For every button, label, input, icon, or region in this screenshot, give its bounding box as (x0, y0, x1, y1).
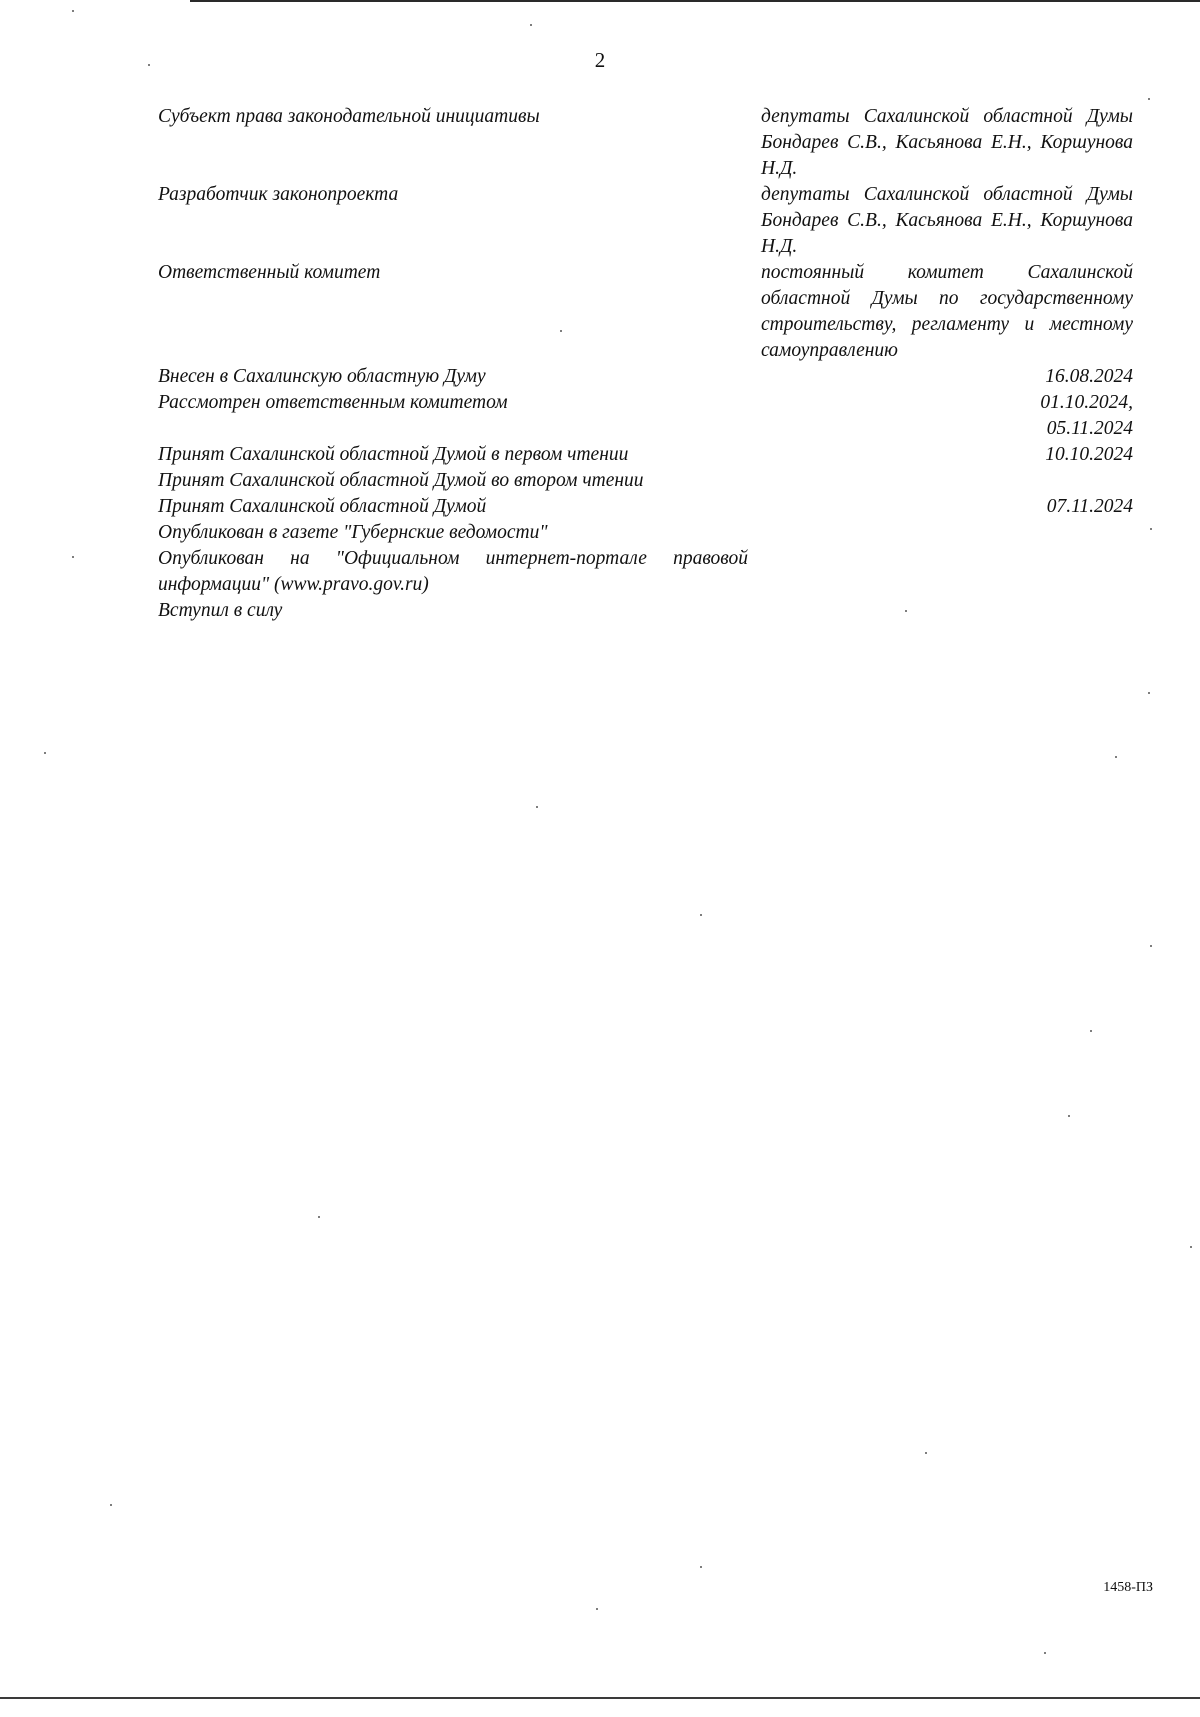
milestone-label: Опубликован в газете "Губернские ведомости" (158, 522, 548, 543)
field-label: Разработчик законопроекта (158, 184, 399, 205)
scan-speck (700, 1566, 702, 1568)
milestone-label: Принят Сахалинской областной Думой во втором чтении (158, 470, 644, 491)
milestone-row-committee-review (158, 390, 1133, 442)
scan-speck (536, 806, 538, 808)
bottom-scan-edge (0, 1697, 1200, 1699)
scan-speck (1068, 1115, 1070, 1117)
milestone-date: 07.11.2024 (1046, 496, 1133, 517)
milestone-label: Рассмотрен ответственным комитетом (158, 392, 508, 413)
page-number: 2 (594, 48, 606, 72)
scan-speck (700, 914, 702, 916)
field-row-initiative-subject (158, 104, 1133, 182)
milestone-row-newspaper (158, 520, 1133, 546)
scan-speck (905, 610, 907, 612)
document-code: 1458-ПЗ (1103, 1580, 1153, 1595)
scan-speck (72, 556, 74, 558)
scan-speck (1115, 756, 1117, 758)
milestone-date: 01.10.2024, (1040, 392, 1133, 413)
scan-speck (925, 1452, 927, 1454)
milestone-row-submitted (158, 364, 1133, 390)
scan-speck (148, 64, 150, 66)
scan-speck (1190, 1246, 1192, 1248)
scan-speck (1090, 1030, 1092, 1032)
milestone-row-adopted (158, 494, 1133, 520)
scan-speck (530, 24, 532, 26)
field-row-responsible-committee (158, 260, 1133, 364)
field-label: Ответственный комитет (158, 262, 381, 283)
milestone-label: Внесен в Сахалинскую областную Думу (158, 366, 486, 387)
milestone-row-first-reading (158, 442, 1133, 468)
scan-speck (596, 1608, 598, 1610)
field-value: постоянный комитет Сахалинской областной Думы по государственному строительству, регламенту и местному самоуправлению (761, 262, 1133, 361)
scan-speck (318, 1216, 320, 1218)
scan-speck (1150, 945, 1152, 947)
scan-speck (110, 1504, 112, 1506)
document-body (158, 104, 1133, 624)
scan-speck (560, 330, 562, 332)
publication-portal-line: Опубликован на "Официальном интернет-портале правовой информации" (www.pravo.gov.ru) (158, 548, 748, 595)
scan-speck (1148, 692, 1150, 694)
milestone-dates (1040, 390, 1133, 442)
entered-into-force-line: Вступил в силу (158, 600, 283, 621)
scan-speck (1150, 528, 1152, 530)
scan-speck (72, 10, 74, 12)
milestone-date: 10.10.2024 (1045, 444, 1133, 465)
milestone-date: 16.08.2024 (1045, 366, 1133, 387)
field-value: депутаты Сахалинской областной Думы Бондарев С.В., Касьянова Е.Н., Коршунова Н.Д. (761, 106, 1133, 179)
milestone-label: Принят Сахалинской областной Думой в первом чтении (158, 444, 629, 465)
field-value: депутаты Сахалинской областной Думы Бондарев С.В., Касьянова Е.Н., Коршунова Н.Д. (761, 184, 1133, 257)
milestone-label: Принят Сахалинской областной Думой (158, 496, 487, 517)
field-row-bill-developer (158, 182, 1133, 260)
top-scan-edge (190, 0, 1200, 2)
milestone-row-second-reading (158, 468, 1133, 494)
scan-speck (1044, 1652, 1046, 1654)
scan-speck (44, 752, 46, 754)
milestone-date: 05.11.2024 (1046, 418, 1133, 439)
scan-speck (1148, 98, 1150, 100)
field-label: Субъект права законодательной инициативы (158, 106, 540, 127)
